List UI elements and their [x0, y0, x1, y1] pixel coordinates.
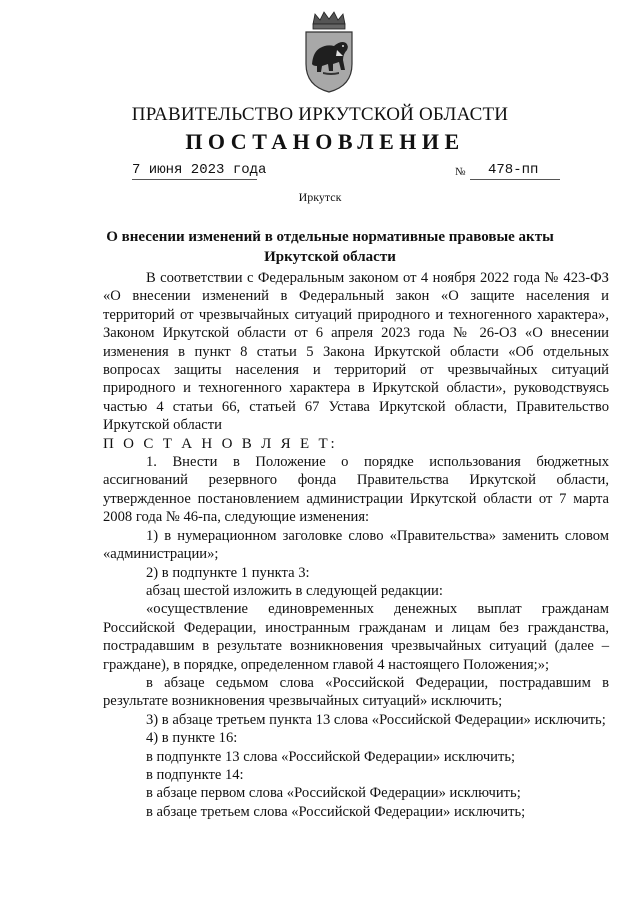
decree-heading: П О С Т А Н О В Л Я Е Т: [103, 435, 338, 452]
paragraph-1-4b: в подпункте 14: [146, 766, 244, 783]
paragraph-1-3: 3) в абзаце третьем пункта 13 слова «Российской Федерации» исключить; [146, 711, 606, 728]
document-number: 478-пп [470, 162, 560, 180]
document-body [103, 269, 609, 821]
city-name: Иркутск [298, 190, 342, 204]
document-title [60, 227, 600, 267]
title-line-2: Иркутской области [264, 249, 396, 265]
paragraph-1-2b: «осуществление единовременных денежных выплат гражданам Российской Федерации, иностранным гражданам и лицам без гражданства, пострадавшим в результате возникновения чрезвычайных ситуаций (далее – граждане), в порядке, определенном главой 4 настоящего Положения;»; [103, 601, 609, 673]
document-type: ПОСТАНОВЛЕНИЕ [185, 129, 465, 154]
paragraph-1-2a: абзац шестой изложить в следующей редакции: [146, 582, 443, 599]
paragraph-1-2: 2) в подпункте 1 пункта 3: [146, 564, 310, 581]
paragraph-1: 1. Внести в Положение о порядке использования бюджетных ассигнований резервного фонда Правительства Иркутской области, утвержденное постановлением администрации Иркутской области от 7 марта 2008 года № 46-па, следующие изменения: [103, 454, 609, 526]
document-date: 7 июня 2023 года [132, 162, 267, 178]
paragraph-1-4d: в абзаце третьем слова «Российской Федерации» исключить; [146, 803, 526, 820]
number-sign: № [455, 166, 466, 178]
paragraph-1-2c: в абзаце седьмом слова «Российской Федерации, пострадавшим в результате возникновения чрезвычайных ситуаций» исключить; [103, 674, 609, 710]
crown-icon [313, 12, 345, 29]
paragraph-1-1: 1) в нумерационном заголовке слово «Правительства» заменить словом «администрации»; [103, 527, 609, 563]
paragraph-1-4a: в подпункте 13 слова «Российской Федерации» исключить; [146, 748, 516, 765]
title-line-1: О внесении изменений в отдельные нормативные правовые акты [106, 229, 554, 245]
coat-of-arms-icon [303, 10, 355, 94]
paragraph-1-4: 4) в пункте 16: [146, 730, 238, 747]
government-name: ПРАВИТЕЛЬСТВО ИРКУТСКОЙ ОБЛАСТИ [131, 104, 509, 125]
intro-paragraph: В соответствии с Федеральным законом от 4 ноября 2022 года № 423-ФЗ «О внесении изменений в Федеральный закон «О защите населения и территорий от чрезвычайных ситуаций природного и техногенного характера», Законом Иркутской области от 6 апреля 2023 года № 26-ОЗ «О внесении изменения в пункт 8 статьи 5 Закона Иркутской области «Об отдельных вопросах защиты населения и территорий от чрезвычайных ситуаций природного и техногенного характера в Иркутской области», руководствуясь частью 4 статьи 66, статьей 67 Устава Иркутской области, Правительство Иркутской области [103, 270, 609, 434]
paragraph-1-4c: в абзаце первом слова «Российской Федерации» исключить; [146, 785, 521, 802]
